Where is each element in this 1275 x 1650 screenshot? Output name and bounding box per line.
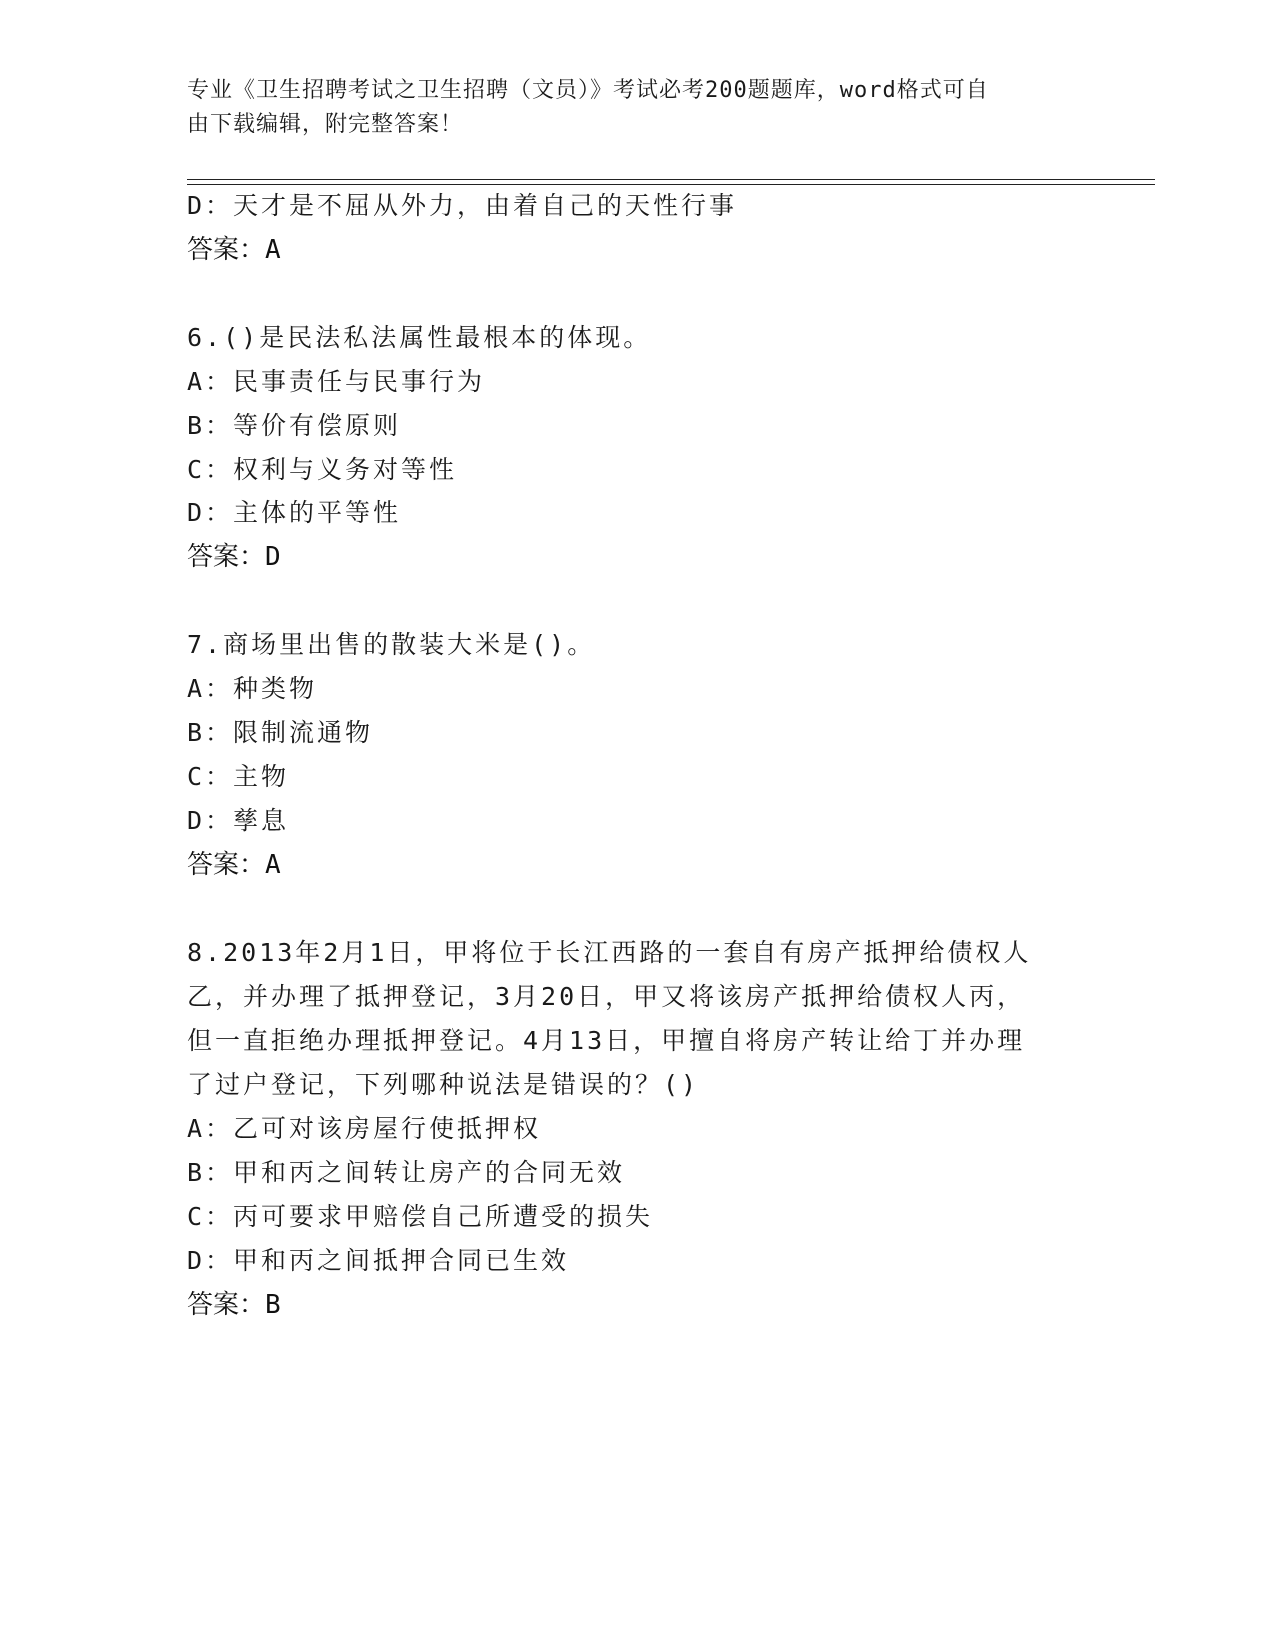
answer-label: 答案： (187, 1290, 266, 1320)
q8-option-b: B：甲和丙之间转让房产的合同无效 (187, 1158, 626, 1187)
q7-option-d: D：孳息 (187, 806, 290, 835)
q7-option-c: C：主物 (187, 762, 290, 791)
q7-stem: 7.商场里出售的散装大米是()。 (187, 630, 596, 659)
q6-option-d: D：主体的平等性 (187, 498, 402, 527)
q8-option-c: C：丙可要求甲赔偿自己所遭受的损失 (187, 1202, 654, 1231)
answer-label: 答案： (187, 850, 266, 880)
q7-option-b: B：限制流通物 (187, 718, 374, 747)
q6-option-b: B：等价有偿原则 (187, 411, 402, 440)
answer-label: 答案： (187, 235, 266, 265)
q5-answer (187, 235, 281, 265)
answer-value: A (265, 235, 281, 265)
q8-option-a: A：乙可对该房屋行使抵押权 (187, 1114, 542, 1143)
q6-stem: 6.()是民法私法属性最根本的体现。 (187, 323, 652, 352)
q8-answer (187, 1290, 281, 1320)
header-divider-bottom (187, 184, 1155, 185)
answer-label: 答案： (187, 542, 266, 572)
q6-option-a: A：民事责任与民事行为 (187, 367, 486, 396)
q6-option-c: C：权利与义务对等性 (187, 455, 458, 484)
q5-option-d: D：天才是不屈从外力，由着自己的天性行事 (187, 191, 738, 220)
answer-value: B (265, 1290, 281, 1320)
q8-stem-line-3: 但一直拒绝办理抵押登记。4月13日，甲擅自将房产转让给丁并办理 (187, 1026, 1026, 1055)
q6-answer (187, 542, 281, 572)
q8-option-d: D：甲和丙之间抵押合同已生效 (187, 1246, 570, 1275)
header-line-2: 由下载编辑，附完整答案！ (187, 112, 464, 137)
header-line-1: 专业《卫生招聘考试之卫生招聘（文员）》考试必考200题题库，word格式可自 (187, 78, 989, 103)
q7-answer (187, 850, 281, 880)
q8-stem-line-1: 8.2013年2月1日，甲将位于长江西路的一套自有房产抵押给债权人 (187, 938, 1032, 967)
document-header (187, 74, 1067, 142)
header-divider-top (187, 179, 1155, 180)
q7-option-a: A：种类物 (187, 674, 318, 703)
answer-value: D (265, 542, 281, 572)
answer-value: A (265, 850, 281, 880)
q8-stem-line-2: 乙，并办理了抵押登记，3月20日，甲又将该房产抵押给债权人丙， (187, 982, 1026, 1011)
q8-stem-line-4: 了过户登记，下列哪种说法是错误的？() (187, 1070, 700, 1099)
